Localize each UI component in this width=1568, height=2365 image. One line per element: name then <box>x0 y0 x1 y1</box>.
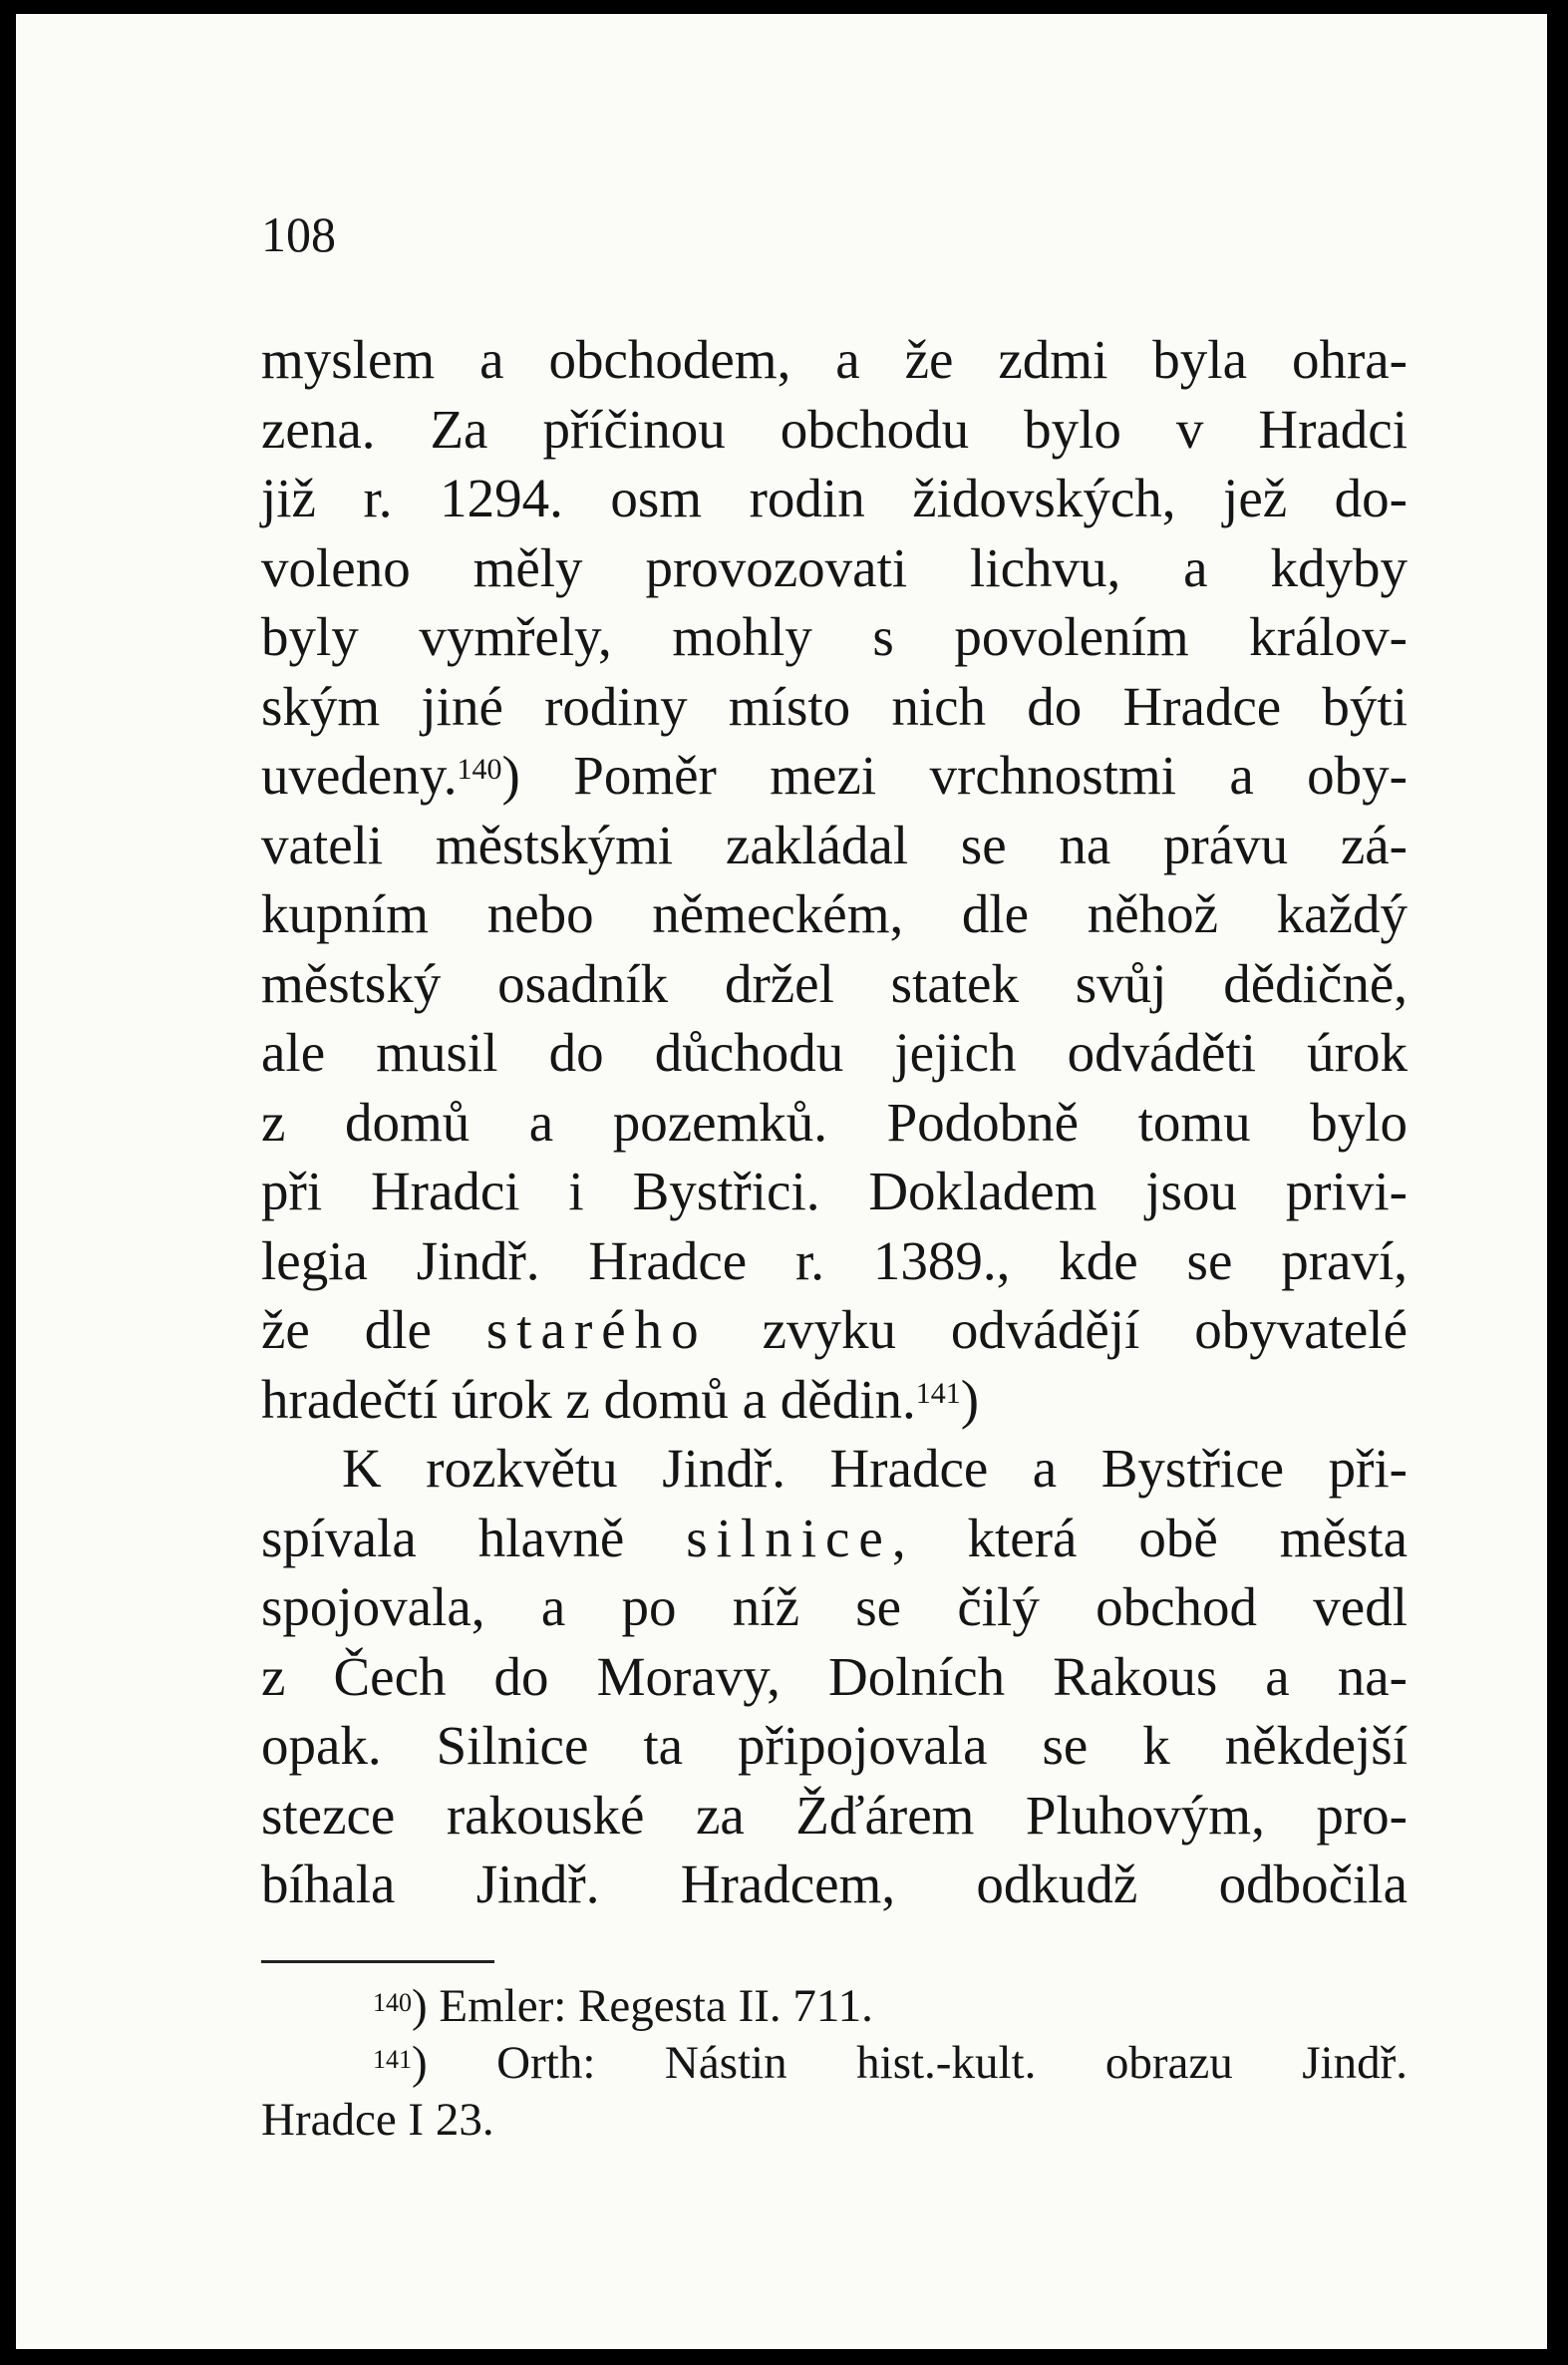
text-line-content: K rozkvětu Jindř. Hradce a Bystřice při- <box>342 1438 1408 1499</box>
footnote-divider <box>261 1960 494 1963</box>
footnote <box>261 1978 1408 2035</box>
text-line-content: voleno měly provozovati lichvu, a kdyby <box>261 536 1408 598</box>
footnote-mark: 140 <box>373 1988 412 2017</box>
text-line-content: byly vymřely, mohly s povolením králov- <box>261 606 1408 667</box>
footnote-continuation <box>261 2092 1408 2149</box>
text-line <box>261 1365 1408 1435</box>
text-line <box>261 1711 1408 1781</box>
text-line-content: ským jiné rodiny místo nich do Hradce býti <box>261 675 1408 737</box>
text-segment: zvyku odvádějí obyvatelé <box>707 1299 1409 1360</box>
text-line <box>261 1781 1408 1851</box>
emphasized-word: starého <box>485 1299 708 1360</box>
text-line <box>261 1226 1408 1296</box>
text-line <box>261 602 1408 672</box>
text-line <box>261 672 1408 742</box>
text-line-content: vateli městskými zakládal se na právu zá- <box>261 814 1408 875</box>
text-line-content: bíhala Jindř. Hradcem, odkudž odbočila <box>261 1854 1408 1914</box>
footnote-text: ) Emler: Regesta II. 711. <box>412 1980 873 2032</box>
text-segment: ) <box>960 1368 980 1430</box>
text-line <box>261 1157 1408 1226</box>
text-line <box>261 741 1408 811</box>
text-line-content: myslem a obchodem, a že zdmi byla ohra- <box>261 329 1408 390</box>
page-number: 108 <box>261 206 336 262</box>
text-line <box>261 1018 1408 1088</box>
text-line <box>261 949 1408 1019</box>
text-segment: ) Poměr mezi vrchnostmi a oby- <box>501 745 1408 806</box>
text-segment: uvedeny. <box>261 745 458 806</box>
text-line <box>261 533 1408 603</box>
text-line-content: kupním nebo německém, dle něhož každý <box>261 883 1408 944</box>
text-line <box>261 811 1408 880</box>
text-segment: , která obě města <box>891 1507 1408 1568</box>
text-line <box>261 879 1408 949</box>
text-line <box>261 1504 1408 1573</box>
text-line <box>261 464 1408 533</box>
footnote-text: Hradce I 23. <box>261 2094 494 2146</box>
text-line <box>261 395 1408 465</box>
text-line-content: z Čech do Moravy, Dolních Rakous a na- <box>261 1645 1408 1707</box>
text-segment: spívala hlavně <box>261 1507 687 1568</box>
text-line <box>261 1088 1408 1158</box>
text-line <box>261 1642 1408 1712</box>
text-segment: že dle <box>261 1299 486 1360</box>
text-line-content: stezce rakouské za Žďárem Pluhovým, pro- <box>261 1784 1408 1846</box>
text-line <box>261 325 1408 395</box>
paragraph-first-line <box>261 1434 1408 1504</box>
footnote <box>261 2035 1408 2092</box>
text-line-content: opak. Silnice ta připojovala se k někdejší <box>261 1715 1408 1776</box>
footnote-mark: 141 <box>373 2045 412 2074</box>
body-text <box>261 325 1408 1919</box>
text-line <box>261 1850 1408 1919</box>
book-page <box>16 14 1547 2349</box>
footnotes <box>261 1978 1408 2149</box>
text-line-content: spojovala, a po níž se čilý obchod vedl <box>261 1576 1408 1637</box>
text-line-content: zena. Za příčinou obchodu bylo v Hradci <box>261 398 1408 460</box>
text-line-content: městský osadník držel statek svůj dědičně, <box>261 952 1408 1014</box>
footnote-reference: 141 <box>915 1376 961 1410</box>
text-line <box>261 1572 1408 1642</box>
text-line <box>261 1295 1408 1365</box>
text-line-content: ale musil do důchodu jejich odváděti úrok <box>261 1022 1408 1083</box>
emphasized-word: silnice <box>686 1507 892 1568</box>
footnote-text: ) Orth: Nástin hist.-kult. obrazu Jindř. <box>412 2037 1408 2089</box>
text-line-content: legia Jindř. Hradce r. 1389., kde se praví, <box>261 1229 1408 1291</box>
text-line-content: z domů a pozemků. Podobně tomu bylo <box>261 1091 1408 1153</box>
text-segment: hradečtí úrok z domů a dědin. <box>261 1368 916 1430</box>
text-line-content: při Hradci i Bystřici. Dokladem jsou privi- <box>261 1161 1408 1221</box>
text-line-content: již r. 1294. osm rodin židovských, jež do- <box>261 468 1408 528</box>
footnote-reference: 140 <box>457 753 502 786</box>
